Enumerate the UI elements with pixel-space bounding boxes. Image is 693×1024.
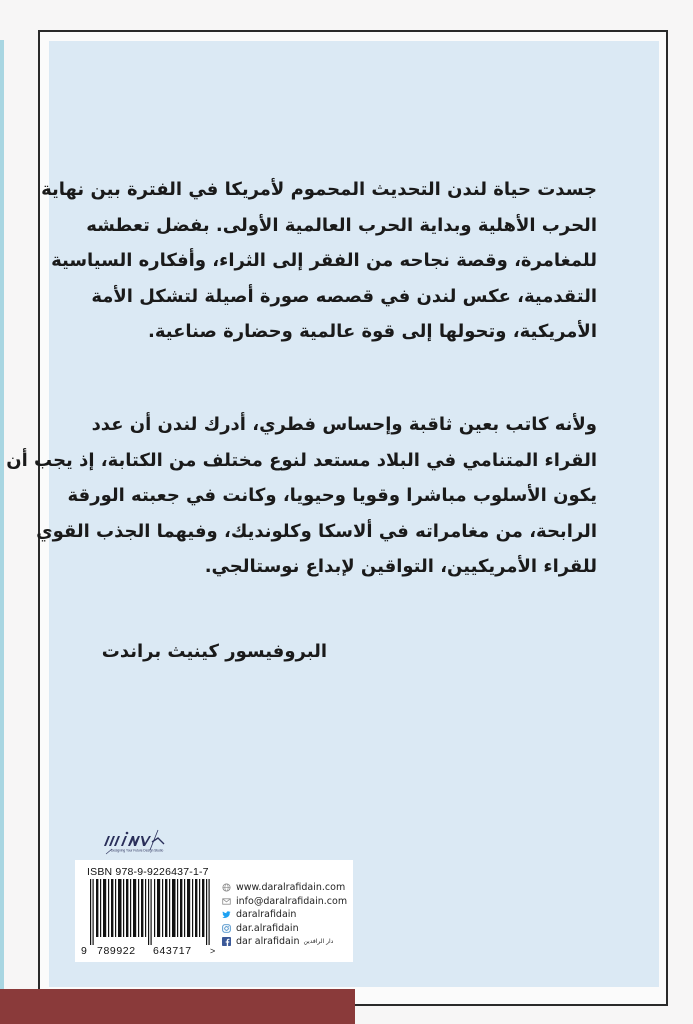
spine-strip <box>0 40 4 990</box>
barcode-digits-left: 789922 <box>97 945 136 957</box>
svg-text:Designing Your Future Design S: Designing Your Future Design Studio <box>111 848 164 853</box>
publisher-arabic-name: دار الرافدين <box>303 938 334 946</box>
publisher-logo <box>100 828 172 856</box>
barcode-quiet-zone-arrow: > <box>210 946 216 956</box>
contact-facebook[interactable] <box>222 935 347 949</box>
blurb-line: للمغامرة، وقصة نجاحه من الفقر إلى الثراء، وأفكاره السياسية <box>51 250 597 271</box>
blurb-line: جسدت حياة لندن التحديث المحموم لأمريكا في الفترة بين نهاية <box>41 179 597 200</box>
globe-icon <box>222 883 231 892</box>
blurb-line: القراء المتنامي في البلاد مستعد لنوع مختلف من الكتابة، إذ يجب أن <box>6 449 597 471</box>
publisher-logo-icon <box>100 828 172 856</box>
twitter-icon <box>222 910 231 919</box>
isbn-label: ISBN 978-9-9226437-1-7 <box>87 866 209 878</box>
email-icon <box>222 897 231 906</box>
contact-text: dar alrafidain <box>236 936 300 948</box>
blurb-line: يكون الأسلوب مباشرا وقويا وحيويا، وكانت في جعبته الورقة <box>67 485 597 506</box>
blurb-line: الرابحة، من مغامراته في ألاسكا وكلونديك، وفيهما الجذب القوي <box>36 520 597 542</box>
barcode-digit-first: 9 <box>81 945 87 957</box>
contact-instagram[interactable] <box>222 922 347 936</box>
contact-text: daralrafidain <box>236 909 297 921</box>
blurb-line: للقراء الأمريكيين، التواقين لإبداع نوستالجي. <box>204 556 597 577</box>
barcode-digits-right: 643717 <box>153 945 192 957</box>
blurb-line: الحرب الأهلية وبداية الحرب العالمية الأولى. بفضل تعطشه <box>86 214 597 236</box>
isbn-box <box>75 860 353 962</box>
facebook-icon <box>222 937 231 946</box>
bottom-color-block <box>0 989 355 1024</box>
publisher-contacts <box>222 881 347 949</box>
contact-text: info@daralrafidain.com <box>236 895 348 907</box>
contact-text: www.daralrafidain.com <box>236 882 346 894</box>
barcode-icon <box>87 879 215 945</box>
contact-twitter[interactable] <box>222 908 347 922</box>
instagram-icon <box>222 924 231 933</box>
blurb-paragraph-2 <box>6 407 597 585</box>
blurb-line: ولأنه كاتب بعين ثاقبة وإحساس فطري، أدرك لندن أن عدد <box>91 414 597 435</box>
blurb-line: التقدمية، عكس لندن في قصصه صورة أصيلة لتشكل الأمة <box>91 285 597 307</box>
contact-email[interactable] <box>222 895 347 909</box>
contact-text: dar.alrafidain <box>236 922 299 934</box>
blurb-line: الأمريكية، وتحولها إلى قوة عالمية وحضارة صناعية. <box>148 321 597 342</box>
blurb-paragraph-1 <box>41 172 597 350</box>
contact-website[interactable] <box>222 881 347 895</box>
author-signature: البروفيسور كينيث براندت <box>101 641 327 662</box>
